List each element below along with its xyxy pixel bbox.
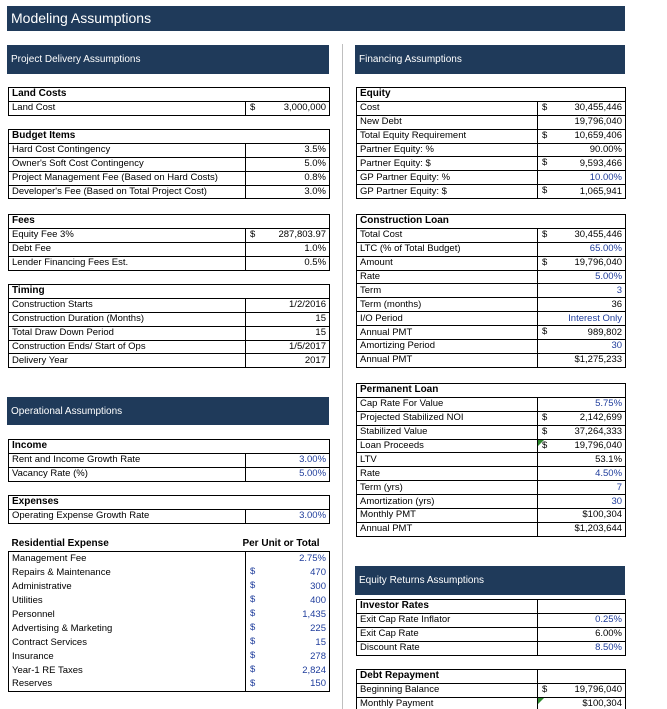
row-value[interactable]: 15 <box>246 326 330 340</box>
table-row <box>357 157 626 171</box>
row-value[interactable]: $ 30,455,446 <box>538 228 626 242</box>
table-row <box>9 101 330 115</box>
project-delivery-header: Project Delivery Assumptions <box>7 45 329 74</box>
row-label[interactable]: Cost <box>357 101 538 115</box>
table-row <box>9 185 330 199</box>
row-label[interactable]: Lender Financing Fees Est. <box>9 256 246 270</box>
row-label[interactable]: Total Cost <box>357 228 538 242</box>
row-value[interactable]: 6.00% <box>538 627 626 641</box>
empty-cell[interactable] <box>538 600 626 614</box>
row-label[interactable]: Total Equity Requirement <box>357 129 538 143</box>
row-value[interactable]: 0.5% <box>246 256 330 270</box>
row-value[interactable]: $ 30,455,446 <box>538 101 626 115</box>
table-row <box>357 185 626 199</box>
table-row <box>9 453 330 467</box>
row-value[interactable]: 7 <box>538 481 626 495</box>
row-label[interactable]: Developer's Fee (Based on Total Project Cost) <box>9 185 246 199</box>
row-value[interactable]: 53.1% <box>538 453 626 467</box>
row-label[interactable]: Project Management Fee (Based on Hard Costs) <box>9 171 246 185</box>
row-label[interactable]: Contract Services <box>9 635 246 649</box>
row-value[interactable]: $ 989,802 <box>538 326 626 340</box>
row-value[interactable]: $ 19,796,040 <box>538 256 626 270</box>
income-table <box>8 439 330 482</box>
row-label[interactable]: Cap Rate For Value <box>357 397 538 411</box>
row-label[interactable]: Amortizing Period <box>357 340 538 354</box>
table-row <box>9 621 330 635</box>
table-row <box>9 256 330 270</box>
table-row <box>357 242 626 256</box>
row-value[interactable]: 5.0% <box>246 157 330 171</box>
table-row <box>357 411 626 425</box>
table-row <box>357 397 626 411</box>
residential-expense-table <box>8 537 330 692</box>
table-row <box>357 298 626 312</box>
row-label[interactable]: Hard Cost Contingency <box>9 143 246 157</box>
table-row <box>9 579 330 593</box>
row-label[interactable]: Partner Equity: $ <box>357 157 538 171</box>
investor-rates-header: Investor Rates <box>357 600 538 614</box>
row-label[interactable]: Land Cost <box>9 101 246 115</box>
debt-repayment-table <box>356 669 626 709</box>
row-value[interactable]: 5.00% <box>538 270 626 284</box>
table-row <box>357 129 626 143</box>
table-row <box>9 354 330 368</box>
table-row <box>357 495 626 509</box>
row-value[interactable]: $ 15 <box>246 635 330 649</box>
row-value[interactable]: $100,304 <box>538 509 626 523</box>
row-label[interactable]: Total Draw Down Period <box>9 326 246 340</box>
table-row <box>357 171 626 185</box>
error-indicator-icon <box>538 698 544 704</box>
equity-table <box>356 87 626 199</box>
budget-items-table <box>8 129 330 199</box>
table-row <box>357 509 626 523</box>
debt-repayment-header: Debt Repayment <box>357 670 538 684</box>
table-row <box>357 326 626 340</box>
row-value[interactable]: $ 1,065,941 <box>538 185 626 199</box>
row-value[interactable]: 2.75% <box>246 551 330 565</box>
row-value[interactable]: 2017 <box>246 354 330 368</box>
row-label[interactable]: Amount <box>357 256 538 270</box>
row-value[interactable]: 1.0% <box>246 242 330 256</box>
table-row <box>9 551 330 565</box>
table-row <box>357 697 626 709</box>
table-row <box>357 522 626 536</box>
row-value[interactable]: 15 <box>246 312 330 326</box>
row-label[interactable]: Amortization (yrs) <box>357 495 538 509</box>
row-value[interactable]: $ 10,659,406 <box>538 129 626 143</box>
table-row <box>9 635 330 649</box>
row-label[interactable]: Debt Fee <box>9 242 246 256</box>
row-value[interactable]: $100,304 <box>538 697 626 709</box>
table-row <box>357 115 626 129</box>
land-costs-table <box>8 87 330 116</box>
fees-table <box>8 214 330 271</box>
table-row <box>357 453 626 467</box>
row-label[interactable]: Insurance <box>9 649 246 663</box>
table-row <box>9 171 330 185</box>
row-value[interactable]: $ 400 <box>246 593 330 607</box>
table-row <box>357 284 626 298</box>
expenses-table <box>8 495 330 524</box>
operational-header: Operational Assumptions <box>7 397 329 425</box>
table-row <box>357 143 626 157</box>
row-value[interactable]: $ 225 <box>246 621 330 635</box>
row-label[interactable]: LTV <box>357 453 538 467</box>
table-row <box>9 467 330 481</box>
row-value[interactable]: 36 <box>538 298 626 312</box>
table-row <box>357 683 626 697</box>
empty-cell[interactable] <box>538 670 626 684</box>
table-row <box>357 340 626 354</box>
table-row <box>9 326 330 340</box>
row-value[interactable]: 4.50% <box>538 467 626 481</box>
column-divider <box>342 44 343 709</box>
row-value[interactable]: 65.00% <box>538 242 626 256</box>
row-value[interactable]: $ 2,824 <box>246 663 330 677</box>
row-value[interactable]: $ 3,000,000 <box>246 101 330 115</box>
table-row <box>9 143 330 157</box>
table-row <box>357 439 626 453</box>
row-label[interactable]: Advertising & Marketing <box>9 621 246 635</box>
permanent-loan-header: Permanent Loan <box>357 384 626 398</box>
residential-header: Residential Expense <box>11 538 109 550</box>
row-label[interactable]: Loan Proceeds <box>357 439 538 453</box>
row-label[interactable]: Stabilized Value <box>357 425 538 439</box>
table-row <box>357 613 626 627</box>
row-value[interactable]: Interest Only <box>538 312 626 326</box>
row-label[interactable]: Vacancy Rate (%) <box>9 467 246 481</box>
table-row <box>357 312 626 326</box>
row-label[interactable]: Rate <box>357 270 538 284</box>
row-value[interactable]: 1/2/2016 <box>246 298 330 312</box>
permanent-loan-table <box>356 383 626 537</box>
table-row <box>357 425 626 439</box>
table-row <box>9 593 330 607</box>
row-value[interactable]: 10.00% <box>538 171 626 185</box>
budget-items-header: Budget Items <box>9 130 330 144</box>
table-row <box>357 481 626 495</box>
expenses-header: Expenses <box>9 496 330 510</box>
land-costs-header: Land Costs <box>9 88 330 102</box>
table-row <box>9 228 330 242</box>
row-value[interactable]: $ 2,142,699 <box>538 411 626 425</box>
row-label[interactable]: Construction Starts <box>9 298 246 312</box>
row-value[interactable]: 5.00% <box>246 467 330 481</box>
row-value[interactable]: $ 150 <box>246 677 330 691</box>
row-label[interactable]: Personnel <box>9 607 246 621</box>
fees-header: Fees <box>9 215 330 229</box>
row-label[interactable]: Administrative <box>9 579 246 593</box>
table-row <box>9 298 330 312</box>
per-unit-header: Per Unit or Total <box>242 538 320 550</box>
row-value[interactable]: 3.5% <box>246 143 330 157</box>
row-value[interactable]: $ 19,796,040 <box>538 683 626 697</box>
row-label[interactable]: LTC (% of Total Budget) <box>357 242 538 256</box>
row-label[interactable]: Term (yrs) <box>357 481 538 495</box>
table-row <box>357 270 626 284</box>
construction-loan-table <box>356 214 626 368</box>
table-row <box>357 256 626 270</box>
row-value[interactable]: 1/5/2017 <box>246 340 330 354</box>
table-row <box>9 677 330 691</box>
row-label[interactable]: Exit Cap Rate <box>357 627 538 641</box>
row-value[interactable]: $ 9,593,466 <box>538 157 626 171</box>
row-label[interactable]: Annual PMT <box>357 353 538 367</box>
row-value[interactable]: 19,796,040 <box>538 115 626 129</box>
table-row <box>357 101 626 115</box>
table-row <box>9 312 330 326</box>
timing-table <box>8 284 330 368</box>
row-label[interactable]: New Debt <box>357 115 538 129</box>
row-value[interactable]: 3 <box>538 284 626 298</box>
table-row <box>9 663 330 677</box>
row-label[interactable]: GP Partner Equity: % <box>357 171 538 185</box>
row-value[interactable]: 0.25% <box>538 613 626 627</box>
income-header: Income <box>9 440 330 454</box>
row-label[interactable]: Utilities <box>9 593 246 607</box>
row-value[interactable]: 30 <box>538 495 626 509</box>
row-label[interactable]: Reserves <box>9 677 246 691</box>
row-value[interactable]: $ 287,803.97 <box>246 228 330 242</box>
table-row <box>9 607 330 621</box>
table-row <box>357 353 626 367</box>
row-value[interactable]: $ 19,796,040 <box>538 439 626 453</box>
row-label[interactable]: Annual PMT <box>357 326 538 340</box>
row-label[interactable]: Owner's Soft Cost Contingency <box>9 157 246 171</box>
row-label[interactable]: Beginning Balance <box>357 683 538 697</box>
row-label[interactable]: Operating Expense Growth Rate <box>9 509 246 523</box>
row-label[interactable]: Rent and Income Growth Rate <box>9 453 246 467</box>
row-label[interactable]: Term <box>357 284 538 298</box>
row-label[interactable]: Discount Rate <box>357 641 538 655</box>
row-label[interactable]: Construction Ends/ Start of Ops <box>9 340 246 354</box>
table-row <box>357 627 626 641</box>
row-label[interactable]: Construction Duration (Months) <box>9 312 246 326</box>
row-label[interactable]: Monthly Payment <box>357 697 538 709</box>
financing-header: Financing Assumptions <box>355 45 625 74</box>
table-row <box>9 509 330 523</box>
row-value[interactable]: $ 470 <box>246 565 330 579</box>
row-value[interactable]: 3.0% <box>246 185 330 199</box>
row-label[interactable]: GP Partner Equity: $ <box>357 185 538 199</box>
row-value[interactable]: $1,203,644 <box>538 522 626 536</box>
row-label[interactable]: Rate <box>357 467 538 481</box>
row-label[interactable]: Partner Equity: % <box>357 143 538 157</box>
table-row <box>357 228 626 242</box>
table-row <box>9 157 330 171</box>
row-label[interactable]: Delivery Year <box>9 354 246 368</box>
row-value[interactable]: 5.75% <box>538 397 626 411</box>
row-value[interactable]: 3.00% <box>246 453 330 467</box>
row-value[interactable]: 8.50% <box>538 641 626 655</box>
row-label[interactable]: Exit Cap Rate Inflator <box>357 613 538 627</box>
row-label[interactable]: I/O Period <box>357 312 538 326</box>
row-label[interactable]: Repairs & Maintenance <box>9 565 246 579</box>
row-value[interactable]: $ 37,264,333 <box>538 425 626 439</box>
table-row <box>9 340 330 354</box>
row-label[interactable]: Management Fee <box>9 551 246 565</box>
sheet-title: Modeling Assumptions <box>7 6 625 31</box>
table-row <box>357 641 626 655</box>
row-label[interactable]: Year-1 RE Taxes <box>9 663 246 677</box>
table-row <box>9 565 330 579</box>
row-label[interactable]: Monthly PMT <box>357 509 538 523</box>
row-value[interactable]: 3.00% <box>246 509 330 523</box>
row-value[interactable]: $ 300 <box>246 579 330 593</box>
equity-header: Equity <box>357 88 626 102</box>
table-row <box>9 649 330 663</box>
investor-rates-table <box>356 599 626 656</box>
equity-returns-header: Equity Returns Assumptions <box>355 566 625 595</box>
table-row <box>9 242 330 256</box>
row-value[interactable]: $ 278 <box>246 649 330 663</box>
timing-header: Timing <box>9 285 330 299</box>
table-row <box>357 467 626 481</box>
row-value[interactable]: 30 <box>538 340 626 354</box>
construction-loan-header: Construction Loan <box>357 215 626 229</box>
row-value[interactable]: $1,275,233 <box>538 353 626 367</box>
row-label[interactable]: Annual PMT <box>357 522 538 536</box>
row-value[interactable]: 90.00% <box>538 143 626 157</box>
row-value[interactable]: 0.8% <box>246 171 330 185</box>
row-label[interactable]: Projected Stabilized NOI <box>357 411 538 425</box>
row-value[interactable]: $ 1,435 <box>246 607 330 621</box>
row-label[interactable]: Term (months) <box>357 298 538 312</box>
row-label[interactable]: Equity Fee 3% <box>9 228 246 242</box>
